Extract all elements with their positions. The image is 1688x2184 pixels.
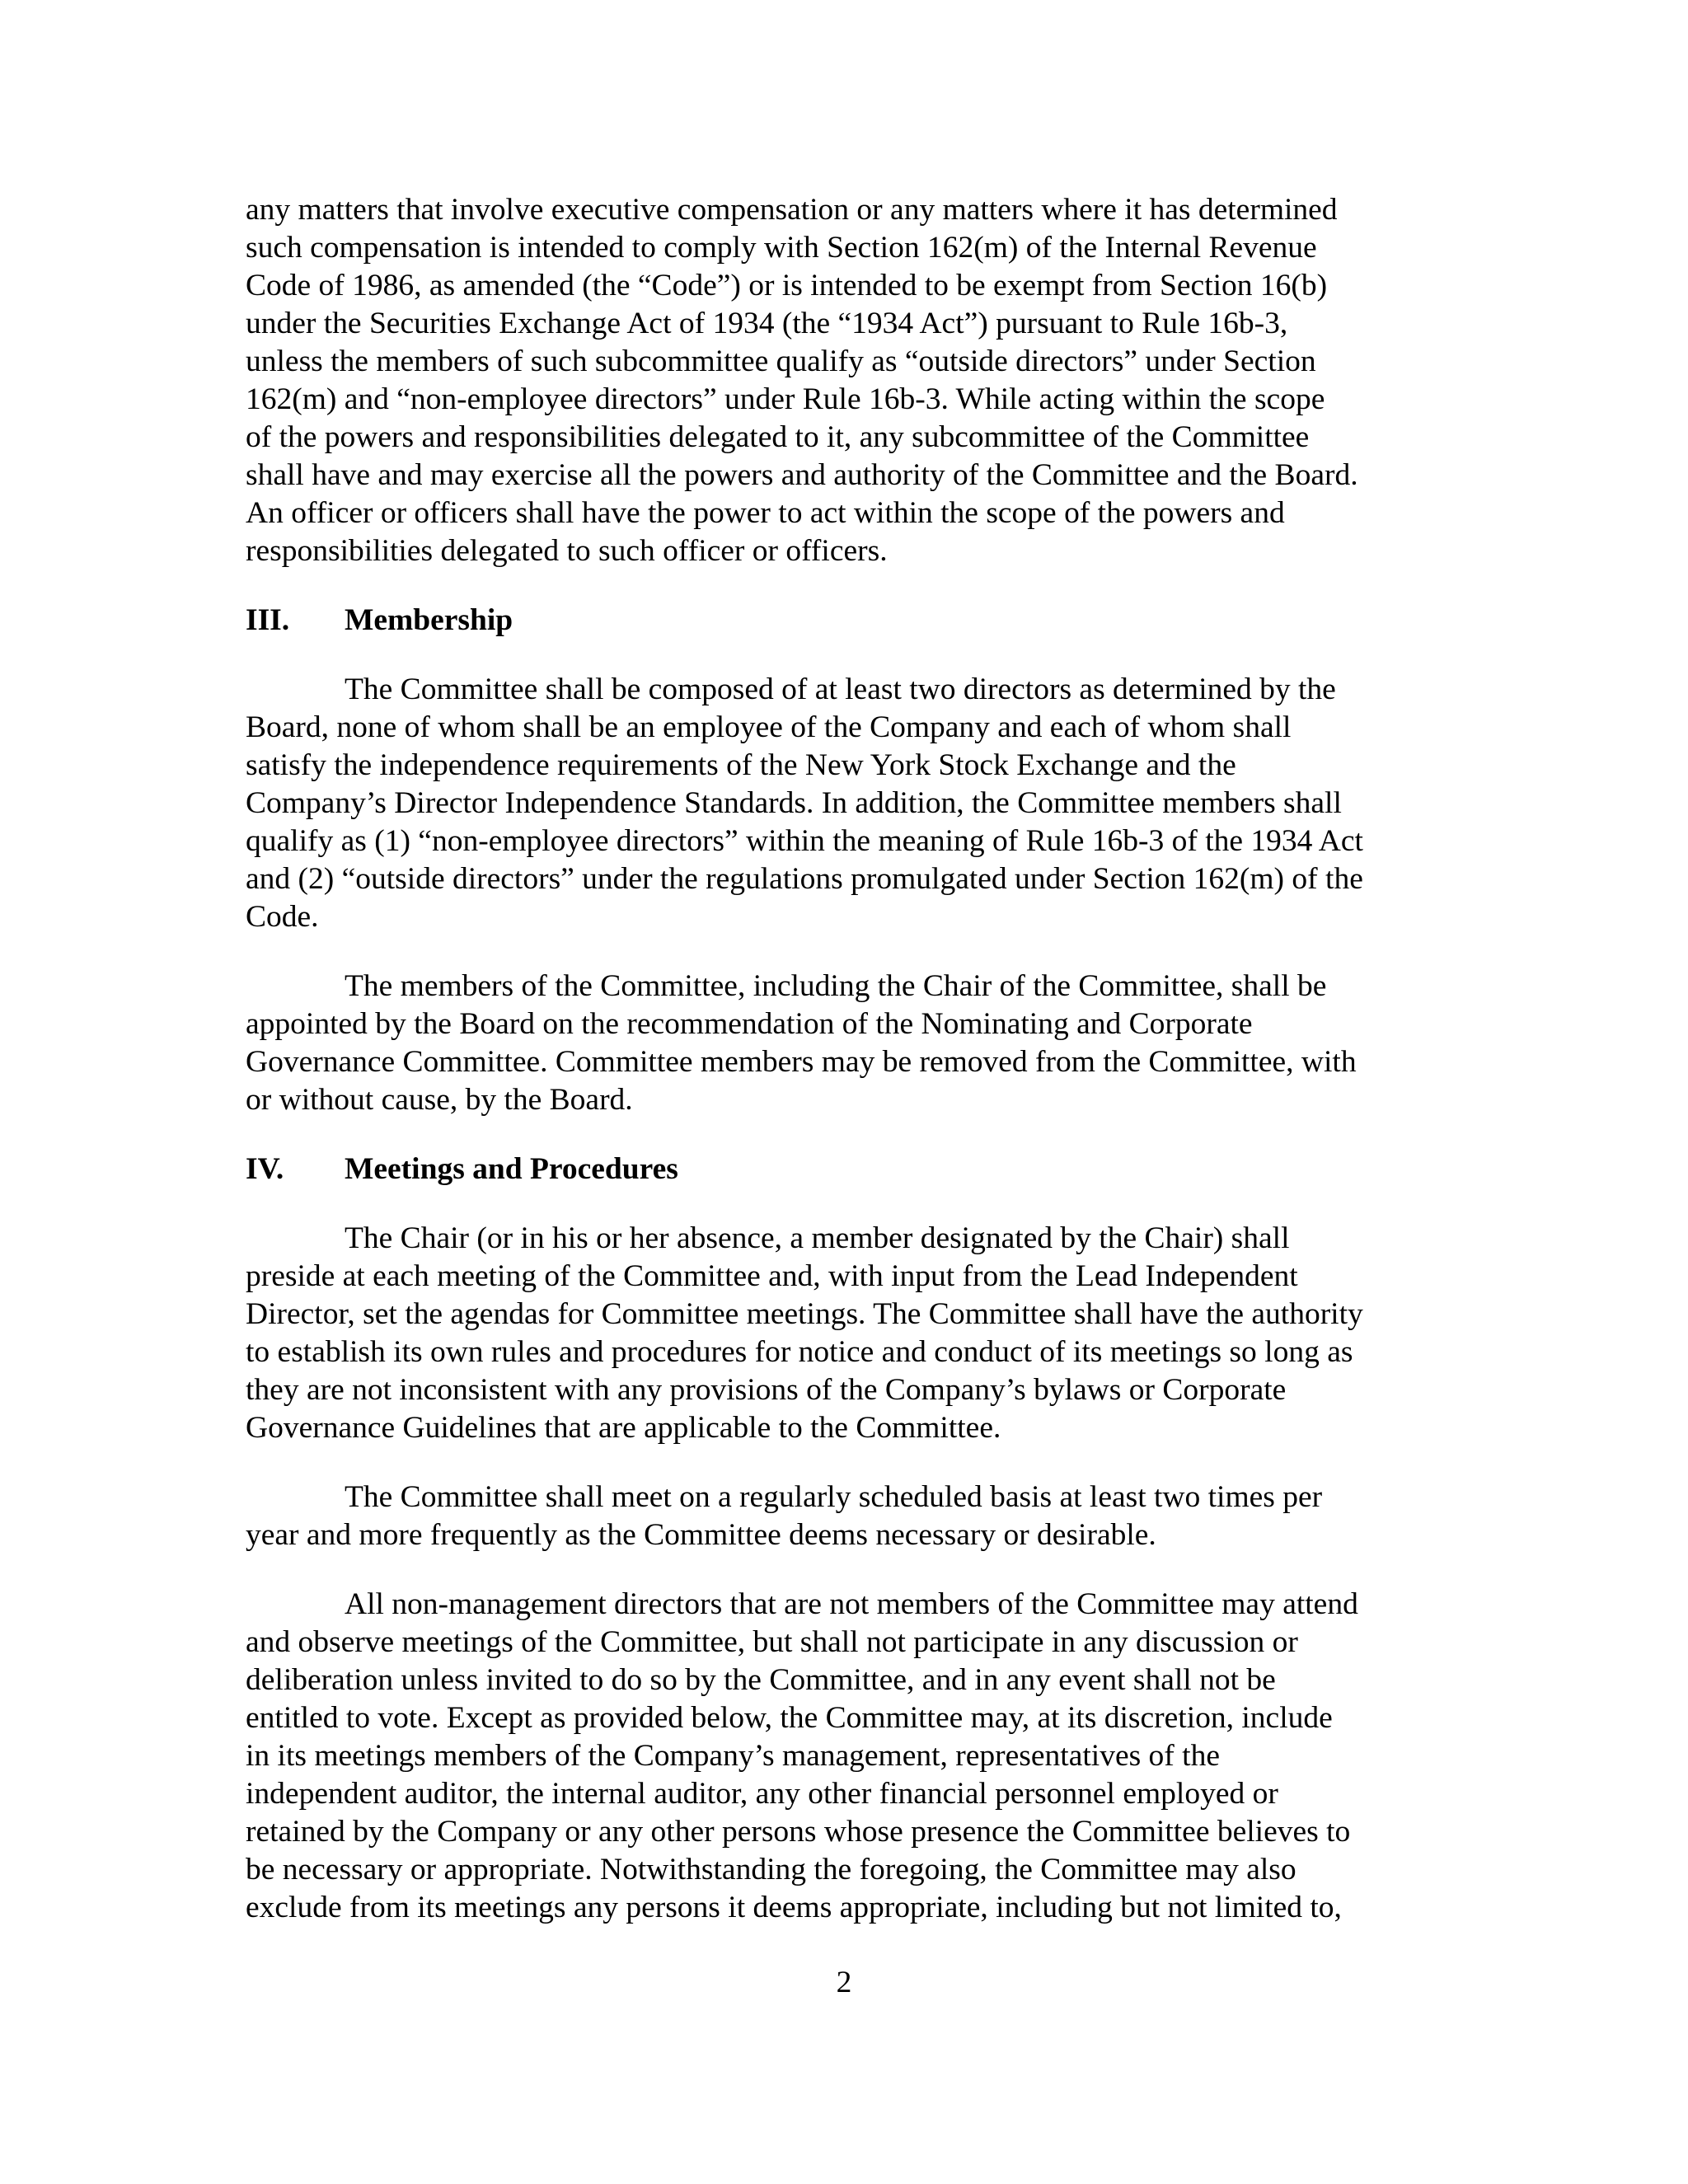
section-number: III.	[246, 603, 290, 637]
text-line: Board, none of whom shall be an employee of the Company and each of whom shall	[246, 710, 1292, 744]
section-number: IV.	[246, 1152, 284, 1186]
text-line: be necessary or appropriate. Notwithstanding the foregoing, the Committee may also	[246, 1853, 1296, 1886]
text-line: or without cause, by the Board.	[246, 1083, 633, 1117]
text-line: satisfy the independence requirements of the New York Stock Exchange and the	[246, 748, 1236, 782]
meetings-paragraph-2	[246, 1479, 1449, 1554]
text-line: An officer or officers shall have the power to act within the scope of the powers and	[246, 496, 1285, 530]
text-line: Code.	[246, 900, 319, 934]
text-line: and (2) “outside directors” under the regulations promulgated under Section 162(m) of the	[246, 862, 1363, 896]
page-body	[246, 191, 1449, 1927]
intro-paragraph	[246, 191, 1449, 570]
text-line: The Chair (or in his or her absence, a member designated by the Chair) shall	[345, 1221, 1290, 1255]
text-line: exclude from its meetings any persons it deems appropriate, including but not limited to,	[246, 1891, 1342, 1924]
meetings-paragraph-1	[246, 1220, 1449, 1447]
text-line: independent auditor, the internal auditor, any other financial personnel employed or	[246, 1777, 1278, 1811]
text-line: qualify as (1) “non-employee directors” within the meaning of Rule 16b-3 of the 1934 Act	[246, 824, 1363, 858]
text-line: of the powers and responsibilities delegated to it, any subcommittee of the Committee	[246, 420, 1310, 454]
text-line: 162(m) and “non-employee directors” under Rule 16b-3. While acting within the scope	[246, 382, 1325, 416]
text-line: preside at each meeting of the Committee and, with input from the Lead Independent	[246, 1259, 1298, 1293]
text-line: year and more frequently as the Committee deems necessary or desirable.	[246, 1518, 1156, 1552]
text-line: Governance Guidelines that are applicable to the Committee.	[246, 1411, 1001, 1445]
meetings-paragraph-3	[246, 1586, 1449, 1927]
text-line: responsibilities delegated to such officer or officers.	[246, 534, 888, 568]
text-line: The members of the Committee, including the Chair of the Committee, shall be	[345, 969, 1327, 1003]
text-line: Code of 1986, as amended (the “Code”) or is intended to be exempt from Section 16(b)	[246, 269, 1328, 302]
text-line: and observe meetings of the Committee, but shall not participate in any discussion or	[246, 1625, 1298, 1659]
text-line: they are not inconsistent with any provisions of the Company’s bylaws or Corporate	[246, 1373, 1287, 1407]
text-line: deliberation unless invited to do so by the Committee, and in any event shall not be	[246, 1663, 1276, 1697]
text-line: any matters that involve executive compensation or any matters where it has determined	[246, 193, 1338, 227]
text-line: Company’s Director Independence Standards. In addition, the Committee members shall	[246, 786, 1342, 820]
text-line: retained by the Company or any other persons whose presence the Committee believes to	[246, 1815, 1351, 1849]
text-line: All non-management directors that are not members of the Committee may attend	[345, 1587, 1358, 1621]
section-heading-membership	[246, 602, 1449, 640]
text-line: entitled to vote. Except as provided below, the Committee may, at its discretion, include	[246, 1701, 1333, 1735]
text-line: The Committee shall be composed of at least two directors as determined by the	[345, 673, 1336, 706]
text-line: Director, set the agendas for Committee meetings. The Committee shall have the authority	[246, 1297, 1363, 1331]
membership-paragraph-1	[246, 671, 1449, 936]
text-line: to establish its own rules and procedures for notice and conduct of its meetings so long as	[246, 1335, 1353, 1369]
page-number: 2	[836, 1966, 852, 1999]
text-line: under the Securities Exchange Act of 1934 (the “1934 Act”) pursuant to Rule 16b-3,	[246, 307, 1288, 340]
section-title: Membership	[345, 603, 513, 637]
text-line: such compensation is intended to comply with Section 162(m) of the Internal Revenue	[246, 231, 1317, 265]
text-line: Governance Committee. Committee members may be removed from the Committee, with	[246, 1045, 1357, 1079]
text-line: in its meetings members of the Company’s management, representatives of the	[246, 1739, 1220, 1773]
text-line: appointed by the Board on the recommendation of the Nominating and Corporate	[246, 1007, 1253, 1041]
text-line: unless the members of such subcommittee qualify as “outside directors” under Section	[246, 344, 1316, 378]
section-title: Meetings and Procedures	[345, 1152, 678, 1186]
section-heading-meetings	[246, 1151, 1449, 1188]
text-line: shall have and may exercise all the powers and authority of the Committee and the Board.	[246, 458, 1358, 492]
text-line: The Committee shall meet on a regularly scheduled basis at least two times per	[345, 1480, 1323, 1514]
membership-paragraph-2	[246, 968, 1449, 1119]
